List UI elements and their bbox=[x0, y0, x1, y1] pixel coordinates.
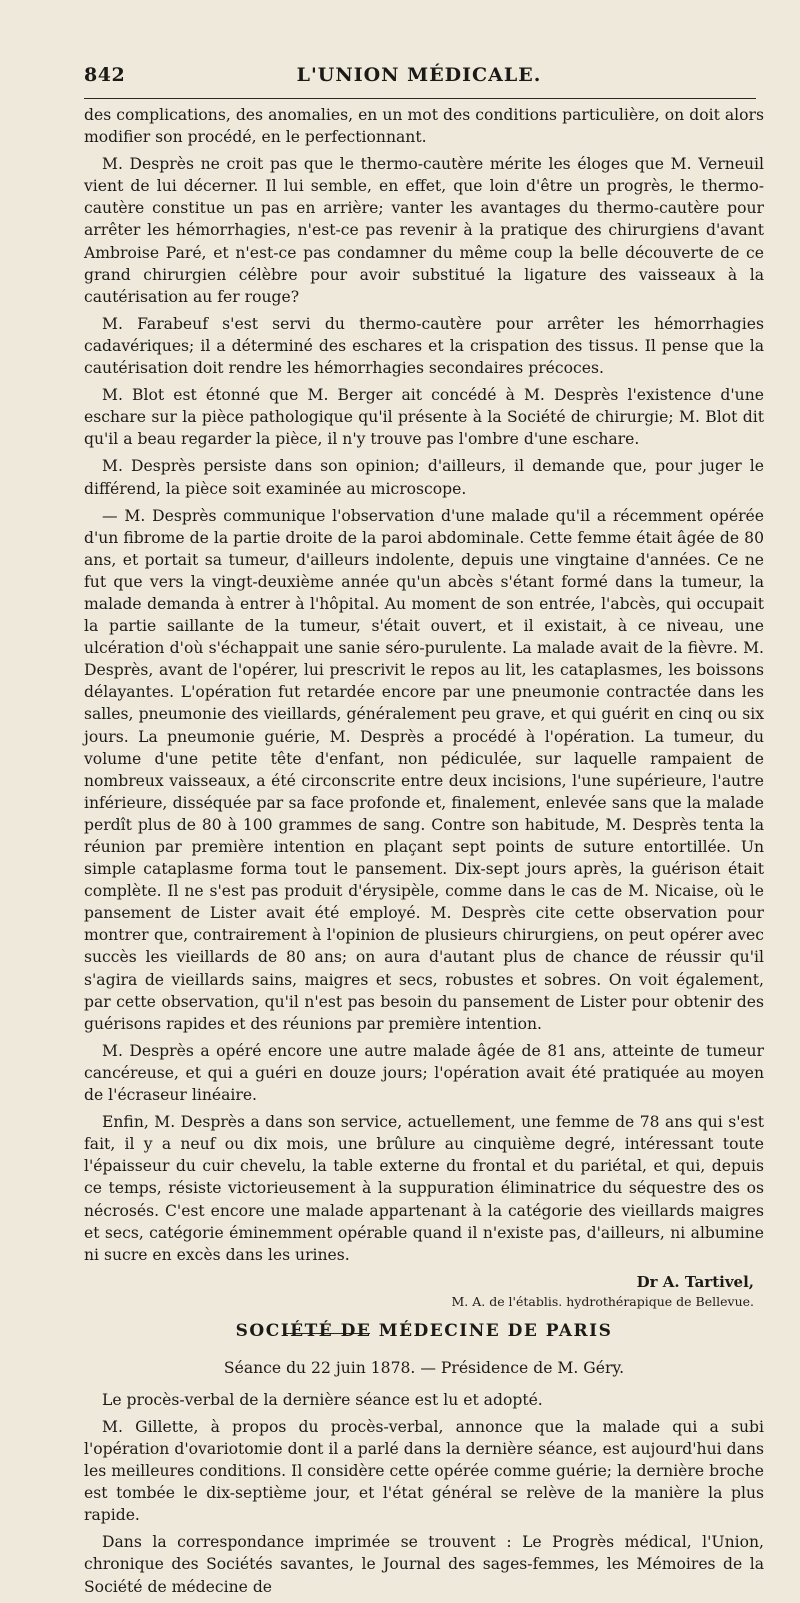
signature-block bbox=[84, 1271, 764, 1311]
signature-affiliation: M. A. de l'établis. hydrothérapique de Bellevue. bbox=[451, 1293, 754, 1309]
paragraph-farabeuf: M. Farabeuf s'est servi du thermo-cautère pour arrêter les hémorrhagies cadavériques; il a déterminé des eschares et la crispation des tissus. Il pense que la cautérisation doit rendre les hémorrhagies secondaires précoces. bbox=[84, 314, 764, 378]
paragraph-proces-verbal: Le procès-verbal de la dernière séance est lu et adopté. bbox=[102, 1390, 543, 1409]
paragraph-fibrome-observation: — M. Desprès communique l'observation d'une malade qu'il a récemment opérée d'un fibrome de la partie droite de la paroi abdominale. Cette femme était âgée de 80 ans, et portait sa tumeur, d'ailleurs indolente, depuis une vingtaine d'années. Ce ne fut que vers la vingt-deuxième année qu'un abcès s'étant formé dans la tumeur, la malade demanda à entrer à l'hôpital. Au moment de son entrée, l'abcès, qui occupait la partie saillante de la tumeur, s'était ouvert, et il existait, à ce niveau, une ulcération d'où s'échappait une sanie séro-purulente. La malade avait de la fièvre. M. Desprès, avant de l'opérer, lui prescrivit le repos au lit, les cataplasmes, les boissons délayantes. L'opération fut retardée encore par une pneumonie contractée dans les salles, pneumonie des vieillards, généralement peu grave, et qui guérit en cinq ou six jours. La pneumonie guérie, M. Desprès a procédé à l'opération. La tumeur, du volume d'une petite tête d'enfant, non pédiculée, sur laquelle rampaient de nombreux vaisseaux, a été circonscrite entre deux incisions, l'une supérieure, l'autre inférieure, disséquée par sa face profonde et, finalement, enlevée sans que la malade perdît plus de 80 à 100 grammes de sang. Contre son habitude, M. Desprès tenta la réunion par première intention en plaçant sept points de suture entortillée. Un simple cataplasme forma tout le pansement. Dix-sept jours après, la guérison était complète. Il ne s'est pas produit d'érysipèle, comme dans le cas de M. Nicaise, où le pansement de Lister avait été employé. M. Desprès cite cette observation pour montrer que, contrairement à l'opinion de plusieurs chirurgiens, on peut opérer avec succès les vieillards de 80 ans; on aura d'autant plus de chance de réussir qu'il s'agira de vieillards sains, maigres et secs, robustes et sobres. On voit également, par cette observation, qu'il n'est pas besoin du pansement de Lister pour obtenir des guérisons rapides et des réunions par première intention. bbox=[84, 506, 764, 1033]
paragraph-correspondance: Dans la correspondance imprimée se trouvent : Le Progrès médical, l'Union, chronique des Sociétés savantes, le Journal des sages-femmes, les Mémoires de la Société de médecine de bbox=[84, 1533, 764, 1596]
page-number: 842 bbox=[84, 64, 126, 86]
paragraph-brulure: Enfin, M. Desprès a dans son service, actuellement, une femme de 78 ans qui s'est fait, il y a neuf ou dix mois, une brûlure au cinquième degré, intéressant toute l'épaisseur du cuir chevelu, la table externe du frontal et du pariétal, et qui, depuis ce temps, résiste victorieusement à la suppuration éliminatrice du séquestre des os nécrosés. C'est encore une malade appartenant à la catégorie des vieillards maigres et secs, catégorie éminemment opérable quand il n'existe pas, d'ailleurs, ni albumine ni sucre en excès dans les urines. bbox=[84, 1113, 764, 1264]
page-header bbox=[84, 56, 754, 96]
running-title: L'UNION MÉDICALE. bbox=[296, 64, 542, 86]
signature-name: Dr A. Tartivel, bbox=[636, 1272, 754, 1291]
paragraph-gillette: M. Gillette, à propos du procès-verbal, annonce que la malade qui a subi l'opération d'ovariotomie dont il a parlé dans la dernière séance, est aujourd'hui dans les meilleures conditions. Il considère cette opérée comme guérie; la dernière broche est tombée le dix-septième jour, et l'état général se relève de la manière la plus rapide. bbox=[84, 1417, 764, 1525]
paragraph-despres-microscope: M. Desprès persiste dans son opinion; d'ailleurs, il demande que, pour juger le différend, la pièce soit examinée au microscope. bbox=[84, 457, 764, 498]
session-line: Séance du 22 juin 1878. — Présidence de M. Géry. bbox=[223, 1358, 625, 1377]
section-header bbox=[84, 1319, 764, 1353]
paragraph-blot: M. Blot est étonné que M. Berger ait concédé à M. Desprès l'existence d'une eschare sur la pièce pathologique qu'il présente à la Société de chirurgie; M. Blot dit qu'il a beau regarder la pièce, il n'y trouve pas l'ombre d'une eschare. bbox=[84, 386, 764, 449]
header-rule bbox=[84, 98, 756, 99]
paragraph-second-malade: M. Desprès a opéré encore une autre malade âgée de 81 ans, atteinte de tumeur cancéreuse, et qui a guéri en douze jours; l'opération avait été pratiquée au moyen de l'écraseur linéaire. bbox=[84, 1041, 764, 1105]
paragraph-despres-thermocautere: M. Desprès ne croit pas que le thermo-cautère mérite les éloges que M. Verneuil vient de lui décerner. Il lui semble, en effet, que loin d'être un progrès, le thermo-cautère constitue un pas en arrière; vanter les avantages du thermo-cautère pour arrêter les hémorrhagies, n'est-ce pas revenir à la pratique des chirurgiens d'avant Ambroise Paré, et n'est-ce pas condamner du même coup la belle découverte de ce grand chirurgien célèbre pour avoir substitué la ligature des vaisseaux à la cautérisation au fer rouge? bbox=[84, 155, 764, 306]
section-title: SOCIÉTÉ DE MÉDECINE DE PARIS bbox=[235, 1320, 613, 1341]
paragraph-continued: des complications, des anomalies, en un mot des conditions particulière, on doit alors modifier son procédé, en le perfectionnant. bbox=[84, 106, 764, 147]
article-body bbox=[84, 104, 764, 1603]
